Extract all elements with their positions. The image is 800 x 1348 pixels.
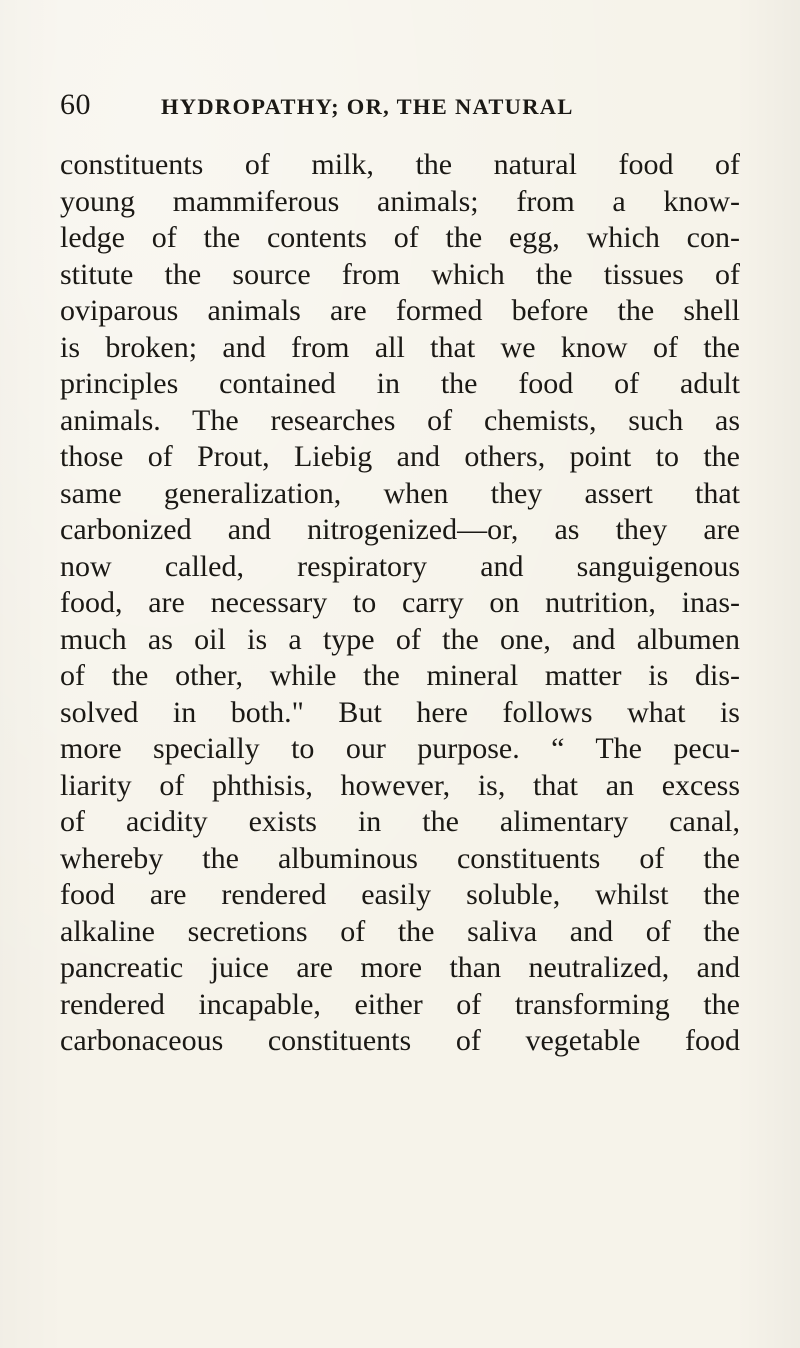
text-line: constituents of milk, the natural food of: [60, 148, 740, 181]
text-line: carbonaceous constituents of vegetable food: [60, 1024, 740, 1057]
page-number: 60: [60, 88, 91, 121]
text-line: much as oil is a type of the one, and albumen: [60, 622, 740, 656]
text-line: ledge of the contents of the egg, which con-: [60, 221, 740, 254]
text-line: whereby the albuminous constituents of the: [60, 841, 740, 875]
text-line: stitute the source from which the tissues of: [60, 257, 740, 291]
running-header: [60, 88, 750, 128]
text-line: those of Prout, Liebig and others, point to the: [60, 440, 740, 473]
text-line: same generalization, when they assert that: [60, 476, 740, 510]
text-line: oviparous animals are formed before the shell: [60, 294, 740, 327]
text-line: of acidity exists in the alimentary canal,: [60, 805, 740, 838]
text-line: carbonized and nitrogenized—or, as they are: [60, 513, 740, 546]
text-line: pancreatic juice are more than neutralized, and: [60, 951, 740, 984]
text-line: solved in both." But here follows what is: [60, 695, 740, 729]
text-line: alkaline secretions of the saliva and of the: [60, 914, 740, 948]
text-line: principles contained in the food of adult: [60, 367, 740, 400]
body-text: [60, 147, 740, 1060]
text-line: more specially to our purpose. “ The pecu-: [60, 732, 740, 765]
text-line: food are rendered easily soluble, whilst the: [60, 878, 740, 911]
text-line: animals. The researches of chemists, such as: [60, 403, 740, 437]
text-line: food, are necessary to carry on nutrition, inas-: [60, 586, 740, 619]
text-line: now called, respiratory and sanguigenous: [60, 549, 740, 583]
text-line: rendered incapable, either of transforming the: [60, 987, 740, 1021]
text-line: of the other, while the mineral matter is dis-: [60, 659, 740, 692]
text-line: liarity of phthisis, however, is, that an excess: [60, 768, 740, 802]
running-title: HYDROPATHY; OR, THE NATURAL: [161, 94, 574, 119]
text-line: is broken; and from all that we know of the: [60, 330, 740, 364]
text-line: young mammiferous animals; from a know-: [60, 184, 740, 218]
